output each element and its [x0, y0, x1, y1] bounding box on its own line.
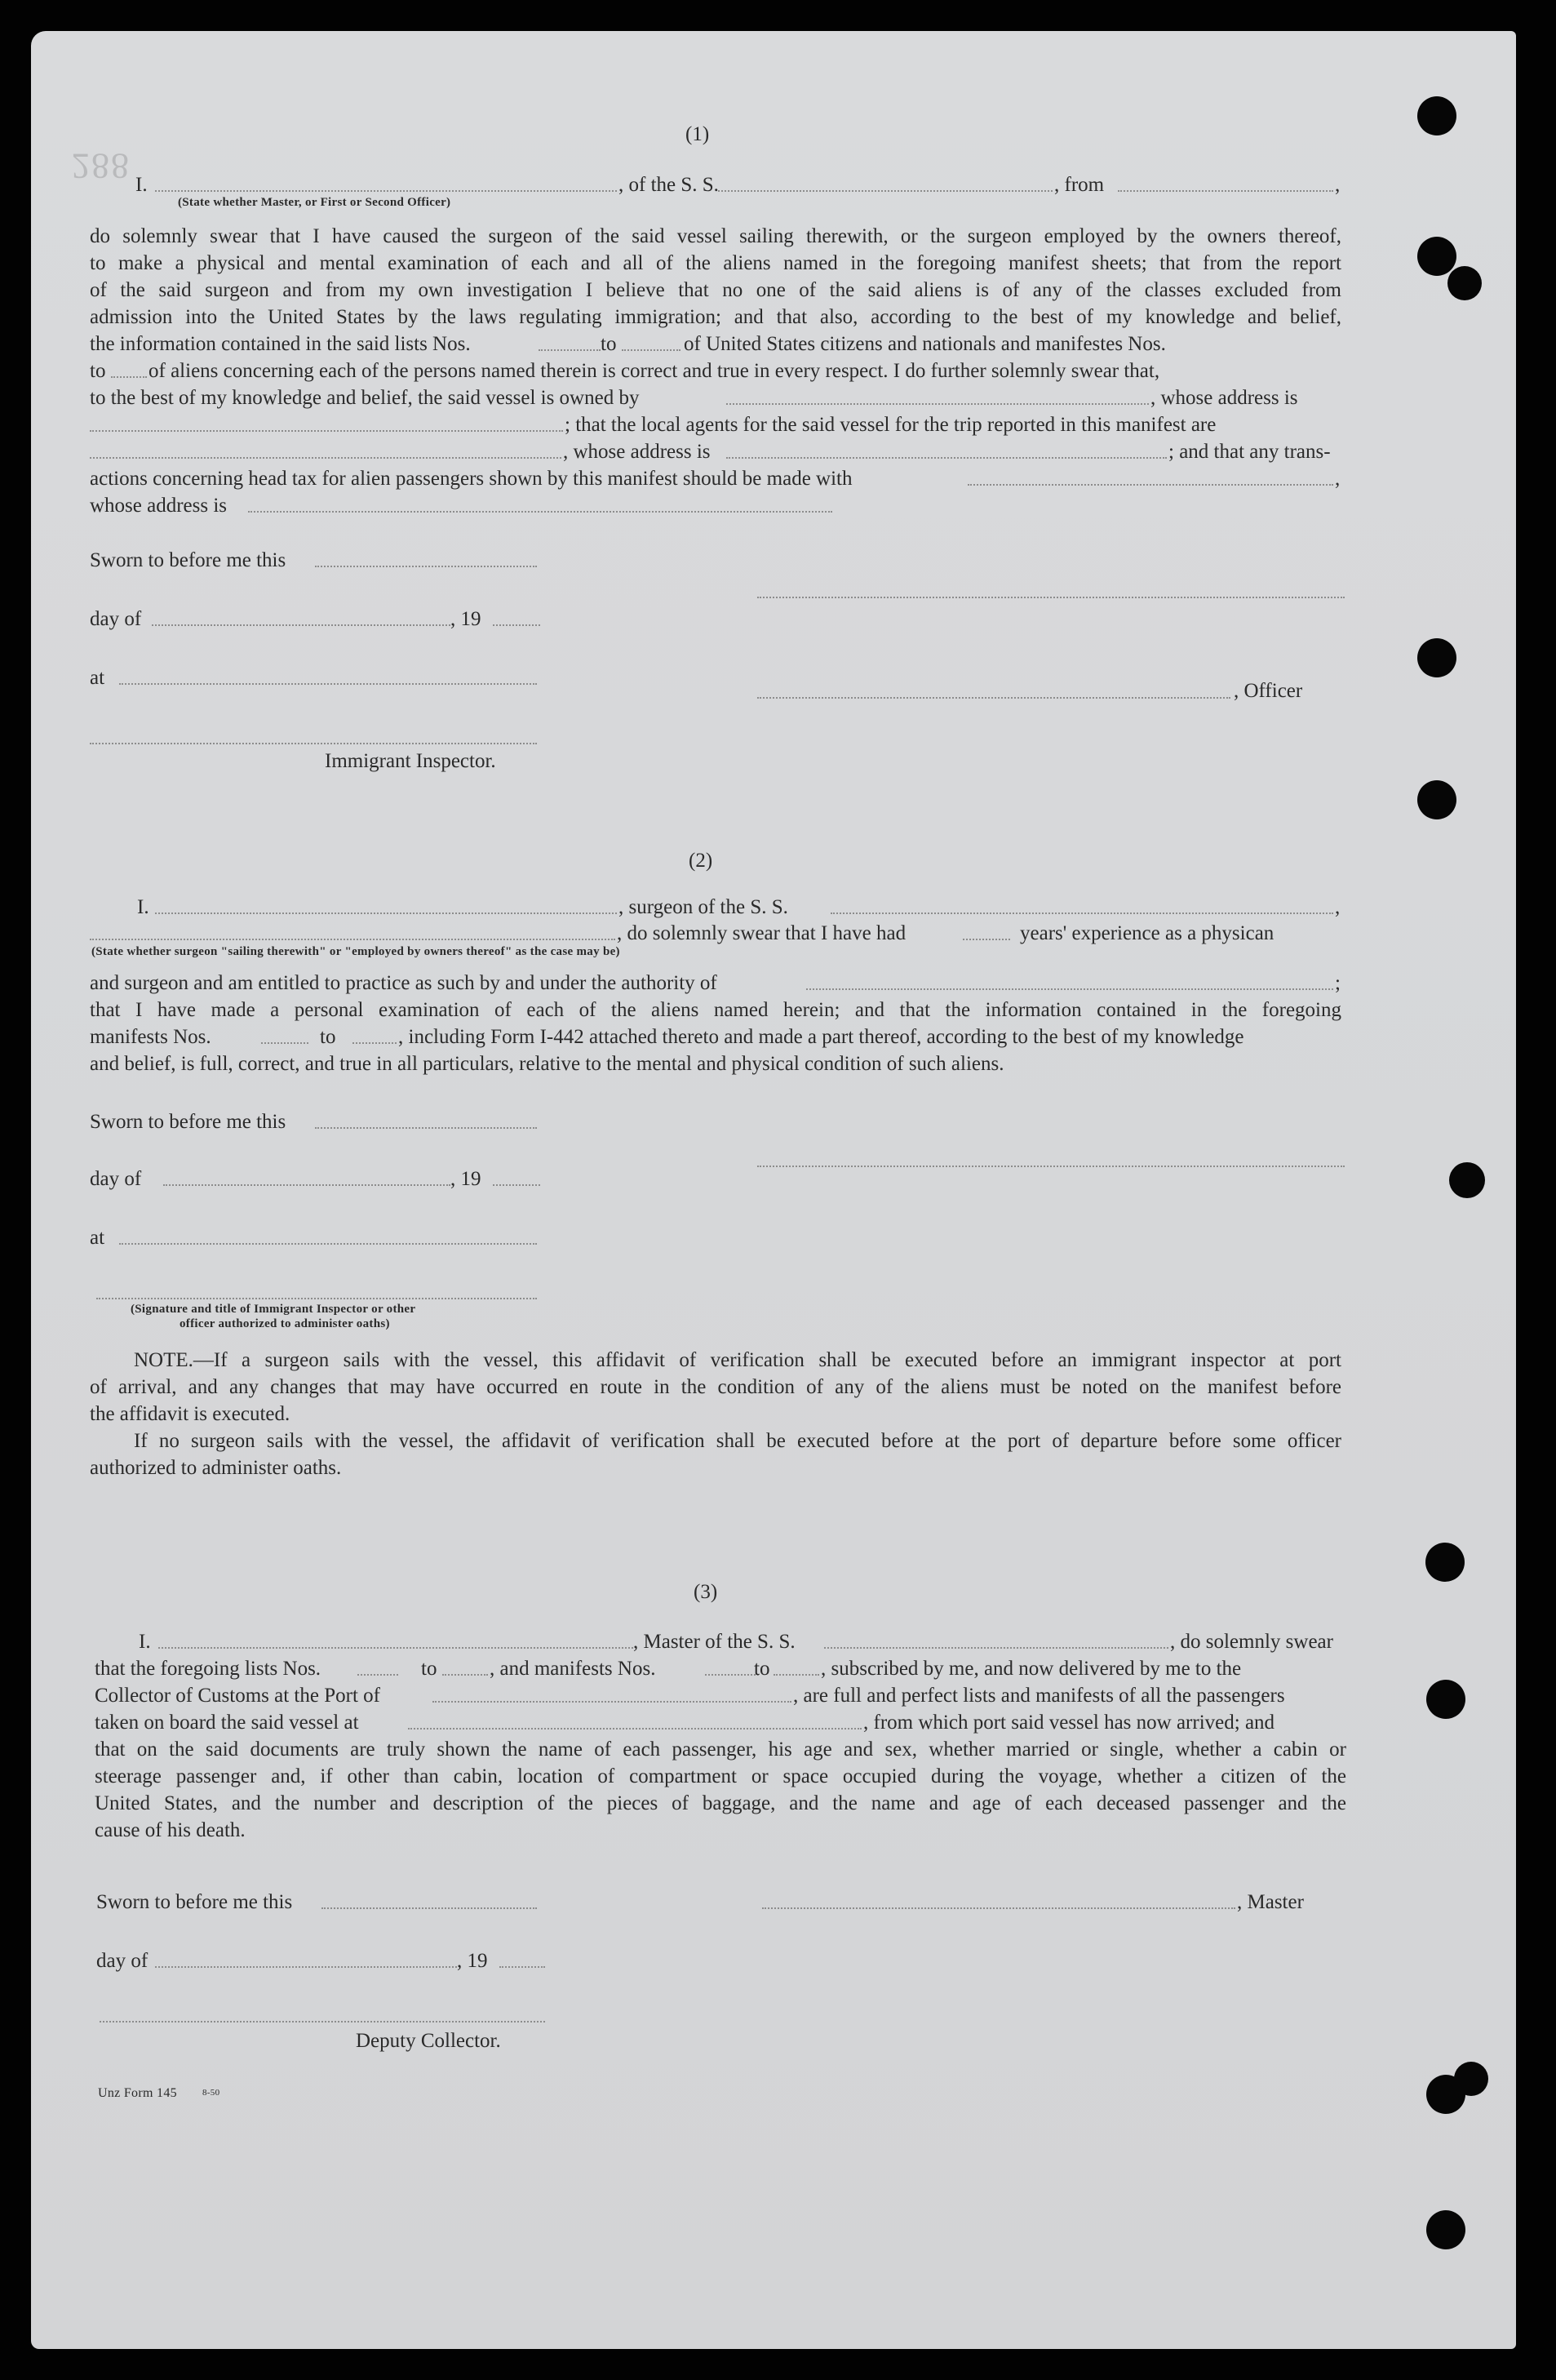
s1-sworn-day-field[interactable] — [315, 566, 537, 567]
s2-i-label: I. — [137, 896, 149, 918]
punch-hole — [1447, 266, 1482, 300]
section-1-heading: (1) — [685, 123, 710, 145]
s3-collector-b: , are full and perfect lists and manifests of all the passengers — [793, 1685, 1285, 1707]
s3-body-line: steerage passenger and, if other than cabin, location of compartment or space occupied during the voyage, whether a citizen of the — [95, 1765, 1346, 1787]
s1-officer-note: (State whether Master, or First or Second Officer) — [178, 196, 451, 209]
section-2-heading: (2) — [689, 850, 713, 872]
s1-body-line: to make a physical and mental examination of each and all of the aliens named in the foregoing manifest sheets; that from the report — [90, 252, 1341, 274]
form-identifier: Unz Form 145 — [98, 2086, 177, 2100]
s2-vessel-field[interactable] — [831, 912, 1333, 914]
s2-authority-field[interactable] — [806, 988, 1333, 990]
s2-manifests-b: , including Form I-442 attached thereto and made a part thereof, according to the best of my knowledge — [398, 1026, 1244, 1048]
punch-hole — [1417, 638, 1456, 677]
s3-master-of-label: , Master of the S. S. — [633, 1631, 796, 1653]
s2-surgeon-name-field[interactable] — [155, 912, 617, 914]
s3-manifests-from-field[interactable] — [705, 1674, 759, 1676]
s3-port-field[interactable] — [432, 1701, 791, 1703]
s1-inspector-signature-line[interactable] — [90, 743, 537, 744]
s2-inspector-signature-line[interactable] — [96, 1298, 537, 1299]
s1-inspector-label: Immigrant Inspector. — [325, 750, 496, 772]
s3-year-label: , 19 — [457, 1950, 488, 1972]
s3-manifests-to-field[interactable] — [774, 1674, 819, 1676]
s2-day-of-label: day of — [90, 1168, 142, 1190]
s1-month-field[interactable] — [152, 624, 450, 626]
page-stamp-number: 288 — [72, 146, 131, 186]
s2-swear-a: , do solemnly swear that I have had — [617, 922, 907, 944]
s2-signature-note-1: (Signature and title of Immigrant Inspector or other — [131, 1303, 416, 1316]
s2-month-field[interactable] — [163, 1184, 450, 1186]
s1-agents-trans: ; and that any trans- — [1168, 441, 1331, 463]
s3-master-label: , Master — [1237, 1891, 1304, 1913]
s1-aliens-text: of aliens concerning each of the persons named therein is correct and true in every respect. I do further solemnly swear that, — [149, 360, 1160, 382]
s1-at-place-field[interactable] — [119, 683, 537, 685]
punch-hole — [1417, 237, 1456, 276]
s1-officer-name-field[interactable] — [155, 190, 617, 192]
s2-at-place-field[interactable] — [119, 1243, 537, 1245]
s2-signature-line[interactable] — [757, 1166, 1345, 1167]
s1-aliens-to-field[interactable] — [111, 376, 147, 378]
s1-lists-to-field[interactable] — [622, 349, 680, 351]
punch-hole — [1417, 780, 1456, 819]
punch-hole — [1426, 2210, 1465, 2249]
s2-authority-end: ; — [1335, 972, 1341, 994]
s1-owned-text: to the best of my knowledge and belief, the said vessel is owned by — [90, 387, 640, 409]
s3-lists-b: , and manifests Nos. — [490, 1658, 656, 1680]
s1-oath-paragraph — [90, 223, 1341, 331]
s2-no-surgeon-line: authorized to administer oaths. — [90, 1457, 342, 1479]
s1-body-line: of the said surgeon and from my own investigation I believe that no one of the said aliens is of any of the classes excluded from — [90, 279, 1341, 301]
s2-surgeon-note: (State whether surgeon "sailing therewith" or "employed by owners thereof" as the case may be) — [91, 945, 620, 958]
s2-swear-b: years' experience as a physican — [1020, 922, 1275, 944]
s1-lists-to: to — [601, 333, 617, 355]
s1-agents-address: , whose address is — [563, 441, 711, 463]
s1-i-label: I. — [135, 174, 148, 196]
s3-taken-b: , from which port said vessel has now arrived; and — [863, 1712, 1275, 1734]
s3-body-line: cause of his death. — [95, 1819, 246, 1841]
s1-officer-line[interactable] — [757, 697, 1230, 699]
s1-agents-text: ; that the local agents for the said vessel for the trip reported in this manifest are — [565, 414, 1217, 436]
s2-authority-text: and surgeon and am entitled to practice as such by and under the authority of — [90, 972, 717, 994]
s1-signature-line[interactable] — [757, 597, 1345, 598]
s3-body-line: United States, and the number and description of the pieces of baggage, and the name and age of each deceased passenger and the — [95, 1792, 1346, 1814]
s2-belief-text: and belief, is full, correct, and true in all particulars, relative to the mental and physical condition of such aliens. — [90, 1053, 1004, 1075]
s2-sworn-label: Sworn to before me this — [90, 1111, 286, 1133]
s2-sworn-day-field[interactable] — [315, 1127, 537, 1129]
s3-collector-label: Deputy Collector. — [356, 2030, 501, 2052]
s3-collector-signature-line[interactable] — [100, 2021, 545, 2023]
s3-master-signature-line[interactable] — [762, 1907, 1235, 1909]
s3-lists-to-field[interactable] — [442, 1674, 488, 1676]
s1-tax-text: actions concerning head tax for alien passengers shown by this manifest should be made with — [90, 468, 853, 490]
s2-manifests-to: to — [320, 1026, 336, 1048]
s1-year-field[interactable] — [493, 624, 540, 626]
s1-from-label: , from — [1054, 174, 1105, 196]
s2-manifests-to-field[interactable] — [352, 1042, 397, 1044]
s1-lists-from-field[interactable] — [539, 349, 601, 351]
s2-note-line: of arrival, and any changes that may have occurred en route in the condition of any of the aliens must be noted on the manifest before — [90, 1376, 1341, 1398]
section-3-heading: (3) — [694, 1581, 718, 1603]
s3-year-field[interactable] — [499, 1966, 545, 1968]
s3-collector-a: Collector of Customs at the Port of — [95, 1685, 380, 1707]
s2-manifests-from-field[interactable] — [261, 1042, 308, 1044]
s2-year-field[interactable] — [493, 1184, 540, 1186]
s1-of-ss-label: , of the S. S. — [618, 174, 719, 196]
s3-i-label: I. — [139, 1631, 151, 1653]
punch-hole — [1417, 96, 1456, 135]
s2-manifests-a: manifests Nos. — [90, 1026, 211, 1048]
s3-master-name-field[interactable] — [158, 1647, 633, 1649]
s1-body-line: admission into the United States by the laws regulating immigration; and that also, according to the best of my knowledge and belief, — [90, 306, 1341, 328]
s1-line1-end: , — [1335, 174, 1341, 196]
s1-aliens-to: to — [90, 360, 106, 382]
punch-hole — [1425, 1543, 1465, 1582]
s3-taken-a: taken on board the said vessel at — [95, 1712, 359, 1734]
punch-hole — [1426, 1680, 1465, 1719]
s3-lists-to1: to — [421, 1658, 437, 1680]
punch-hole — [1454, 2062, 1488, 2096]
form-date: 8-50 — [202, 2088, 220, 2098]
s1-body-line: do solemnly swear that I have caused the surgeon of the said vessel sailing therewith, or the surgeon employed by the owners thereof, — [90, 225, 1341, 247]
s1-owner-address-field[interactable] — [90, 430, 563, 432]
s1-officer-label: , Officer — [1234, 680, 1303, 702]
s1-tax-agent-address-field[interactable] — [248, 511, 832, 513]
s1-tax-end: , — [1335, 468, 1341, 490]
s2-line1-end: , — [1335, 896, 1341, 918]
s1-at-label: at — [90, 667, 105, 689]
s2-years-field[interactable] — [963, 939, 1010, 940]
s3-body-line: that on the said documents are truly shown the name of each passenger, his age and sex, whether married or single, whether a cabin or — [95, 1738, 1346, 1761]
punch-hole — [1449, 1162, 1485, 1198]
s2-surgeon-of-label: , surgeon of the S. S. — [618, 896, 788, 918]
s1-owned-address: , whose address is — [1150, 387, 1298, 409]
s1-day-of-label: day of — [90, 608, 142, 630]
s1-lists-text-b: of United States citizens and nationals and manifestes Nos. — [684, 333, 1166, 355]
s2-note-line: NOTE.—If a surgeon sails with the vessel, this affidavit of verification shall be executed before an immigrant inspector at port — [134, 1349, 1341, 1371]
s1-agents-address-field[interactable] — [726, 457, 1167, 459]
s2-signature-note-2: officer authorized to administer oaths) — [180, 1317, 390, 1330]
s1-year-label: , 19 — [450, 608, 481, 630]
s3-body-paragraph — [95, 1736, 1346, 1844]
s1-owner-field[interactable] — [726, 403, 1149, 405]
s2-note-paragraph — [90, 1347, 1341, 1481]
s3-lists-c: , subscribed by me, and now delivered by me to the — [821, 1658, 1242, 1680]
s2-vessel-field-2[interactable] — [90, 939, 615, 940]
s1-sworn-label: Sworn to before me this — [90, 549, 286, 571]
s2-exam-text: that I have made a personal examination of each of the aliens named herein; and that the information contained in the foregoing — [90, 999, 1341, 1021]
s3-vessel-field[interactable] — [824, 1647, 1168, 1649]
s3-sworn-label: Sworn to before me this — [96, 1891, 293, 1913]
s3-departure-port-field[interactable] — [408, 1728, 862, 1729]
form-sheet — [31, 31, 1516, 2349]
s3-lists-to2: to — [754, 1658, 770, 1680]
s1-lists-text-a: the information contained in the said lists Nos. — [90, 333, 471, 355]
s2-note-line: the affidavit is executed. — [90, 1403, 290, 1425]
s3-lists-from-field[interactable] — [357, 1674, 398, 1676]
s1-whose-address: whose address is — [90, 495, 228, 517]
s3-month-field[interactable] — [155, 1966, 457, 1968]
s2-at-label: at — [90, 1227, 105, 1249]
s3-day-of-label: day of — [96, 1950, 149, 1972]
s3-lists-a: that the foregoing lists Nos. — [95, 1658, 321, 1680]
s2-no-surgeon-line: If no surgeon sails with the vessel, the affidavit of verification shall be executed before at the port of departure before some officer — [134, 1430, 1341, 1452]
s3-swear-label: , do solemnly swear — [1170, 1631, 1333, 1653]
s3-sworn-day-field[interactable] — [321, 1907, 537, 1909]
s1-agents-field[interactable] — [90, 457, 561, 459]
s1-tax-agent-field[interactable] — [968, 484, 1333, 486]
s1-from-port-field[interactable] — [1118, 190, 1333, 192]
s1-vessel-name-field[interactable] — [718, 190, 1053, 192]
s2-year-label: , 19 — [450, 1168, 481, 1190]
